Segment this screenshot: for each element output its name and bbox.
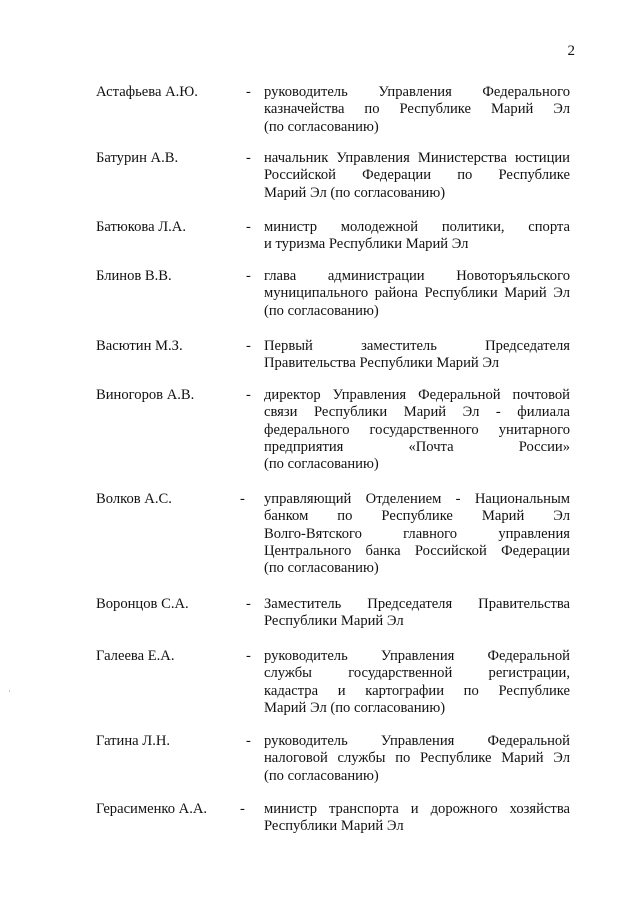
member-name: Воронцов С.А. — [96, 596, 189, 612]
member-name: Герасименко А.А. — [96, 801, 208, 817]
member-role — [264, 150, 570, 202]
member-name: Батюкова Л.А. — [96, 219, 186, 235]
role-line: (по согласованию) — [264, 456, 379, 473]
member-role — [264, 338, 570, 373]
separator-dash: - — [246, 84, 251, 100]
role-line: руководитель Управления Федеральной — [264, 648, 570, 664]
member-name: Астафьева А.Ю. — [96, 84, 198, 100]
member-role — [264, 733, 570, 785]
role-line: министр молодежной политики, спорта — [264, 219, 570, 235]
role-line: Республики Марий Эл — [264, 818, 404, 835]
separator-dash: - — [240, 801, 245, 817]
member-role — [264, 491, 570, 577]
member-name: Батурин А.В. — [96, 150, 179, 166]
role-line: Марий Эл (по согласованию) — [264, 184, 446, 201]
role-line: Волго-Вятского главного управления — [264, 525, 570, 542]
role-line: управляющий Отделением - Национальным — [264, 491, 570, 507]
separator-dash: - — [240, 491, 245, 507]
role-line: и туризма Республики Марий Эл — [264, 236, 469, 253]
role-line: директор Управления Федеральной почтовой — [264, 387, 570, 403]
separator-dash: - — [246, 219, 251, 235]
role-line: налоговой службы по Республике Марий Эл — [264, 750, 570, 767]
member-name: Галеева Е.А. — [96, 648, 175, 664]
role-line: начальник Управления Министерства юстиции — [264, 150, 570, 166]
member-role — [264, 84, 570, 136]
role-line: службы государственной регистрации, — [264, 665, 570, 682]
role-line: банком по Республике Марий Эл — [264, 508, 570, 525]
member-role — [264, 268, 570, 320]
role-line: Заместитель Председателя Правительства — [264, 596, 570, 612]
role-line: казначейства по Республике Марий Эл — [264, 101, 570, 118]
role-line: Российской Федерации по Республике — [264, 167, 570, 184]
role-line: (по согласованию) — [264, 560, 379, 577]
member-name: Волков А.С. — [96, 491, 172, 507]
member-role — [264, 219, 570, 254]
member-name: Гатина Л.Н. — [96, 733, 171, 749]
separator-dash: - — [246, 150, 251, 166]
scan-artifact — [9, 690, 10, 692]
separator-dash: - — [246, 648, 251, 664]
page-number: 2 — [567, 43, 575, 59]
role-line: предприятия «Почта России» — [264, 438, 570, 455]
member-name: Васютин М.З. — [96, 338, 183, 354]
member-role — [264, 596, 570, 631]
role-line: муниципального района Республики Марий Эл — [264, 285, 570, 302]
member-role — [264, 801, 570, 836]
role-line: (по согласованию) — [264, 118, 379, 135]
separator-dash: - — [246, 387, 251, 403]
member-name: Виногоров А.В. — [96, 387, 195, 403]
role-line: кадастра и картографии по Республике — [264, 682, 570, 699]
separator-dash: - — [246, 338, 251, 354]
role-line: Первый заместитель Председателя — [264, 338, 570, 354]
separator-dash: - — [246, 596, 251, 612]
member-role — [264, 648, 570, 717]
role-line: Республики Марий Эл — [264, 613, 404, 630]
role-line: Марий Эл (по согласованию) — [264, 699, 446, 716]
role-line: связи Республики Марий Эл - филиала — [264, 404, 570, 421]
role-line: Правительства Республики Марий Эл — [264, 355, 500, 372]
role-line: министр транспорта и дорожного хозяйства — [264, 801, 570, 817]
separator-dash: - — [246, 268, 251, 284]
member-name: Блинов В.В. — [96, 268, 172, 284]
role-line: руководитель Управления Федеральной — [264, 733, 570, 749]
separator-dash: - — [246, 733, 251, 749]
role-line: Центрального банка Российской Федерации — [264, 542, 570, 559]
role-line: (по согласованию) — [264, 767, 379, 784]
role-line: руководитель Управления Федерального — [264, 84, 570, 100]
role-line: федерального государственного унитарного — [264, 421, 570, 438]
member-role — [264, 387, 570, 473]
role-line: (по согласованию) — [264, 302, 379, 319]
role-line: глава администрации Новоторъяльского — [264, 268, 570, 284]
